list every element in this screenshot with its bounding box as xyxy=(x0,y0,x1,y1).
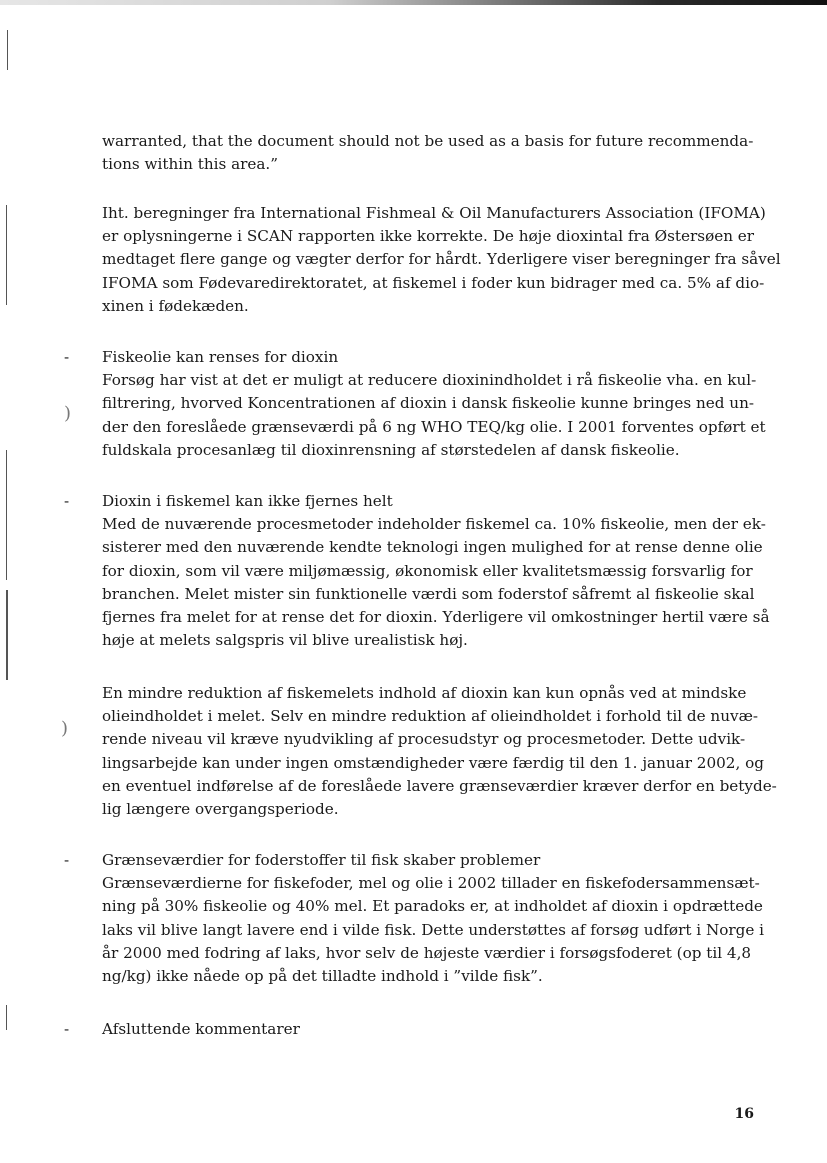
paragraph-quote-end: warranted, that the document should not be used as a basis for future recommenda- tions within this area.” xyxy=(102,132,754,174)
scan-margin-mark xyxy=(6,205,7,305)
scan-margin-mark xyxy=(7,30,8,70)
scan-margin-mark xyxy=(6,450,7,580)
section-heading: Afsluttende kommentarer xyxy=(102,1020,300,1038)
section-fiskemel: Dioxin i fiskemel kan ikke fjernes helt Med de nuværende procesmetoder indeholder fiskemel ca. 10% fiskeolie, men der ek- sisterer med den nuværende kendte teknologi ingen mulighed for at rense denne olie for dioxin, som vil være miljømæssig, økonomisk eller kvalitetsmæssig forsvarlig for branchen. Melet mister sin funktionelle værdi som foderstof såfremt al fiskeolie skal fjernes fra melet for at rense det for dioxin. Yderligere vil omkostninger hertil være så høje at melets salgspris vil blive urealistisk høj. xyxy=(102,492,770,650)
scan-top-edge xyxy=(0,0,827,5)
section-graensevaerdier: Grænseværdier for foderstoffer til fisk skaber problemer Grænseværdierne for fiskefoder, mel og olie i 2002 tillader en fiskefodersammensæt- ning på 30% fiskeolie og 40% mel. Et paradoks er, at indholdet af dioxin i opdrættede laks vil blive langt lavere end i vilde fisk. Dette understøttes af forsøg udført i Norge i år 2000 med fodring af laks, hvor selv de højeste værdier i forsøgsfoderet (op til 4,8 ng/kg) ikke nåede op på det tilladte indhold i ”vilde fisk”. xyxy=(102,851,765,986)
list-dash: - xyxy=(64,348,70,366)
list-dash: - xyxy=(64,492,70,510)
margin-parenthesis: ) xyxy=(64,403,72,424)
section-heading: Fiskeolie kan renses for dioxin xyxy=(102,348,339,366)
section-heading: Dioxin i fiskemel kan ikke fjernes helt xyxy=(102,492,393,510)
paragraph-reduktion: En mindre reduktion af fiskemelets indhold af dioxin kan kun opnås ved at mindske olieindholdet i melet. Selv en mindre reduktion af olieindholdet i forhold til de nuvæ- rende niveau vil kræve nyudvikling af procesudstyr og procesmetoder. Dette udvik- lingsarbejde kan under ingen omstændigheder være færdig til den 1. januar 2002, og en eventuel indførelse af de foreslåede lavere grænseværdier kræver derfor en betyde- lig længere overgangsperiode. xyxy=(102,684,777,819)
section-fiskeolie: Fiskeolie kan renses for dioxin Forsøg har vist at det er muligt at reducere dioxinindholdet i rå fiskeolie vha. en kul- filtrering, hvorved Koncentrationen af dioxin i dansk fiskeolie kunne bringes ned un- der den foreslåede grænseværdi på 6 ng WHO TEQ/kg olie. I 2001 forventes opført et fuldskala procesanlæg til dioxinrensning af størstedelen af dansk fiskeolie. xyxy=(102,348,766,459)
scan-margin-mark xyxy=(6,590,8,680)
margin-parenthesis: ) xyxy=(61,718,69,739)
list-dash: - xyxy=(64,851,70,869)
scan-margin-mark xyxy=(6,1005,7,1030)
section-afsluttende xyxy=(102,1018,300,1041)
page-number: 16 xyxy=(734,1106,754,1122)
section-heading: Grænseværdier for foderstoffer til fisk skaber problemer xyxy=(102,851,541,869)
paragraph-ifoma: Iht. beregninger fra International Fishmeal & Oil Manufacturers Association (IFOMA) er oplysningerne i SCAN rapporten ikke korrekte. De høje dioxintal fra Østersøen er medtaget flere gange og vægter derfor for hårdt. Yderligere viser beregninger fra såvel IFOMA som Fødevaredirektoratet, at fiskemel i foder kun bidrager med ca. 5% af dio- xinen i fødekæden. xyxy=(102,204,781,315)
list-dash: - xyxy=(64,1020,70,1038)
